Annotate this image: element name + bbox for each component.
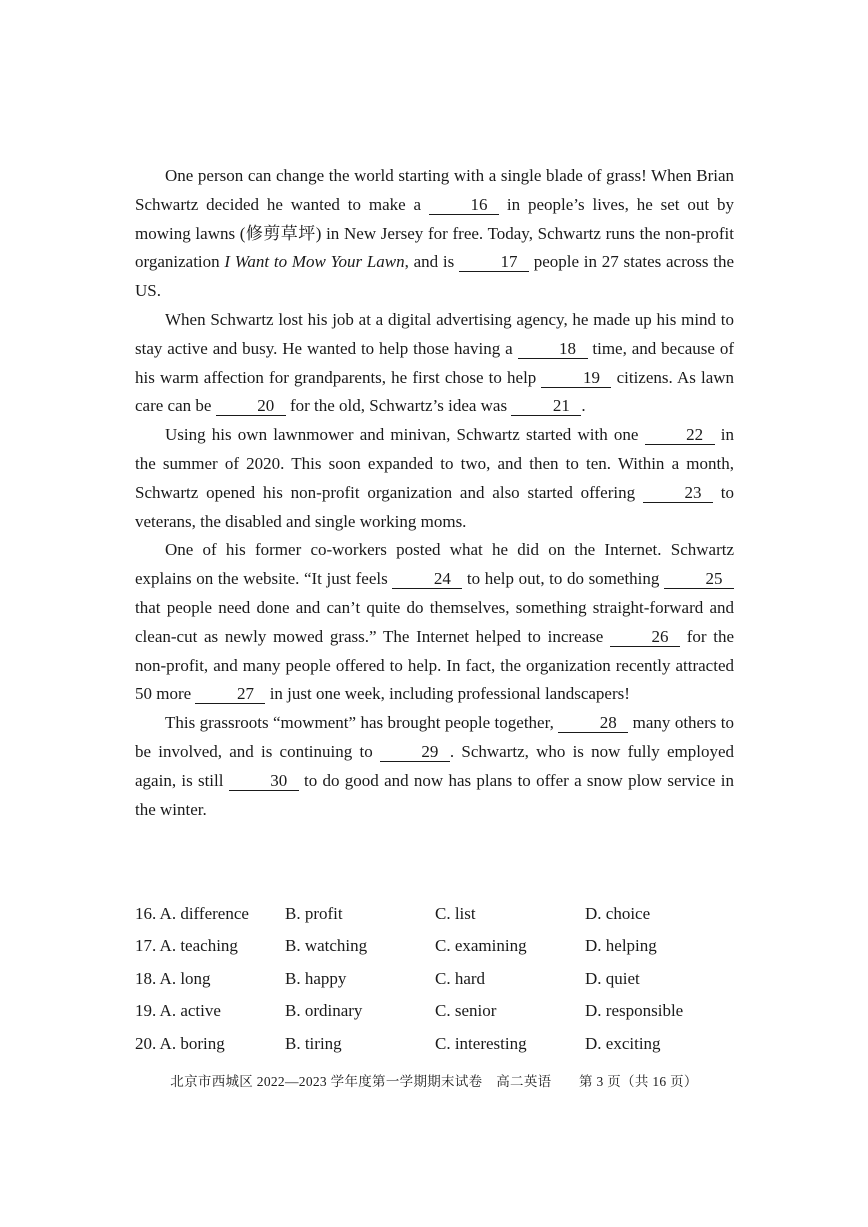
blank-17: 17 [459,252,529,272]
option-row-18 [135,963,735,995]
answer-options [135,898,735,1060]
blank-30: 30 [229,771,299,791]
passage-text: people in 27 states across the US. [135,252,734,301]
blank-29: 29 [380,742,450,762]
option-d: D. exciting [585,1033,661,1053]
passage-text: in just one week, including professional landscapers! [265,684,630,704]
option-row-16 [135,898,735,930]
blank-28: 28 [558,713,628,733]
blank-19: 19 [541,368,611,388]
passage-paragraph [135,421,734,536]
option-d: D. helping [585,936,657,956]
passage-text: , and is [404,252,459,272]
page-footer: 北京市西城区 2022—2023 学年度第一学期期末试卷 高二英语 第 3 页（共 16 页） [170,1074,698,1089]
option-a: 18. A. long [135,968,211,988]
blank-22: 22 [645,425,715,445]
option-c: C. interesting [435,1033,527,1053]
option-b: B. tiring [285,1033,342,1053]
blank-25: 25 [664,569,734,589]
option-a: 17. A. teaching [135,936,238,956]
option-b: B. watching [285,936,368,956]
option-row-17 [135,930,735,962]
blank-23: 23 [643,483,713,503]
passage-text: many others to be involved, and is continuing to [135,713,734,761]
option-d: D. responsible [585,1001,684,1021]
passage-text: to veterans, the disabled and single working moms. [135,482,734,531]
option-a: 20. A. boring [135,1033,225,1053]
passage-text: that people need done and can’t quite do themselves, something straight-forward and clean-cut as newly mowed grass.” The Internet helped to increase [135,597,734,646]
blank-26: 26 [610,627,680,647]
blank-20: 20 [216,396,286,416]
option-a: 19. A. active [135,1001,221,1021]
passage-text: . [581,396,586,416]
passage-text: One of his former co-workers posted what he did on the Internet. Schwartz explains on the website. “It just feels [135,540,734,589]
passage-paragraph [135,162,734,306]
passage-text: in people’s lives, he set out by mowing lawns (修剪草坪) in New Jersey for free. Today, Schwartz runs the non-profit organization [135,194,734,272]
passage-paragraphs [135,162,734,824]
passage-text: for the old, Schwartz’s idea was [285,396,512,416]
passage-text: One person can change the world starting with a single blade of grass! When Brian Schwartz decided he wanted to make a [135,166,734,214]
passage-text: to do good and now has plans to offer a snow plow service in the winter. [135,770,734,819]
passage-paragraph [135,306,734,421]
option-row-19 [135,995,735,1027]
option-d: D. quiet [585,968,640,988]
passage-paragraph [135,709,734,824]
passage-text: to help out, to do something [462,569,664,589]
blank-27: 27 [195,684,265,704]
passage-text: citizens. As lawn care can be [135,367,735,416]
option-b: B. ordinary [285,1001,363,1021]
passage-text: . Schwartz, who is now fully employed again, is still [135,741,734,790]
passage-text: When Schwartz lost his job at a digital advertising agency, he made up his mind to stay active and busy. He wanted to help those having a [135,309,734,358]
passage-text: in the summer of 2020. This soon expanded to two, and then to ten. Within a month, Schwartz opened his non-profit organization and also started offering [135,425,734,502]
option-b: B. profit [285,904,343,923]
blank-18: 18 [518,339,588,359]
option-d: D. choice [585,904,651,923]
blank-21: 21 [511,396,581,416]
organization-name: I Want to Mow Your Lawn [224,252,405,272]
option-c: C. hard [435,968,486,988]
option-c: C. examining [435,936,527,956]
passage-text: Using his own lawnmower and minivan, Schwartz started with one [165,425,645,445]
passage-text: for the non-profit, and many people offered to help. In fact, the organization recently attracted 50 more [135,626,734,704]
passage-text: This grassroots “mowment” has brought people together, [165,713,559,733]
option-c: C. list [435,904,476,923]
blank-16: 16 [429,195,499,215]
passage-paragraph [135,536,734,709]
blank-24: 24 [392,569,462,589]
option-a: 16. A. difference [135,904,249,923]
cloze-passage [135,162,734,824]
option-c: C. senior [435,1001,497,1021]
passage-text: time, and because of his warm affection for grandparents, he first chose to help [135,338,734,387]
option-b: B. happy [285,968,347,988]
option-row-20 [135,1028,735,1060]
